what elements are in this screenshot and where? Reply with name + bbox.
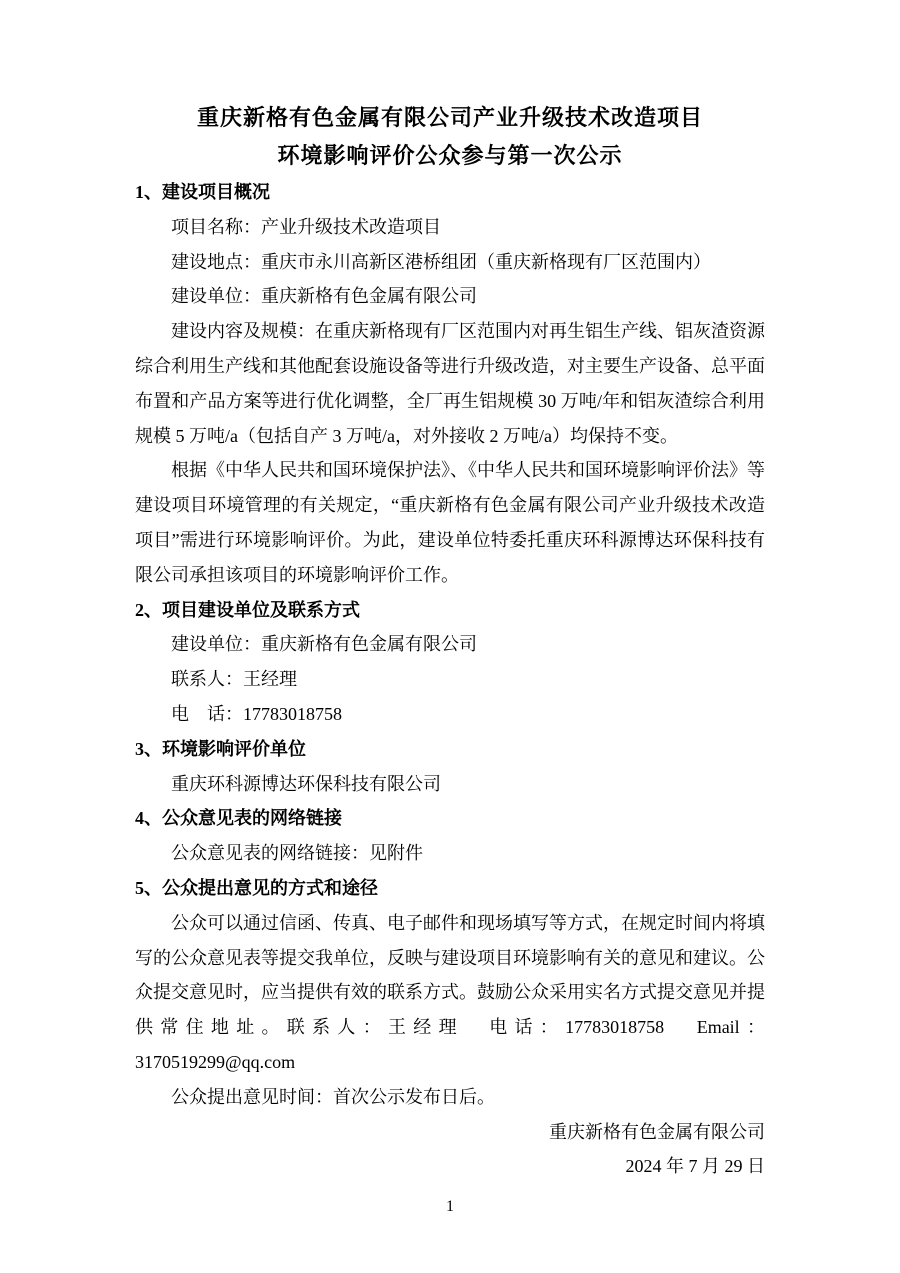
section-4-heading: 4、公众意见表的网络链接 <box>135 808 342 829</box>
section-1-heading: 1、建设项目概况 <box>135 182 270 202</box>
construction-site-line: 建设地点：重庆市永川高新区港桥组团（重庆新格现有厂区范围内） <box>171 251 711 272</box>
owner-unit-line: 建设单位：重庆新格有色金属有限公司 <box>171 634 477 655</box>
comment-methods-paragraph: 公众可以通过信函、传真、电子邮件和现场填写等方式，在规定时间内将填写的公众意见表等提交我单位，反映与建设项目环境影响有关的意见和建议。公众提交意见时，应当提供有效的联系方式。鼓励公众采用实名方式提交意见并提供常住地址。联系人：王经理 电话：17783018758 Email：3170519299@qq.com <box>135 912 765 1072</box>
signature-date: 2024 年 7 月 29 日 <box>625 1156 765 1177</box>
phone-number-line: 电 话：17783018758 <box>171 703 342 724</box>
construction-content-paragraph: 建设内容及规模：在重庆新格现有厂区范围内对再生铝生产线、铝灰渣资源综合利用生产线和其他配套设施设备等进行升级改造，对主要生产设备、总平面布置和产品方案等进行优化调整，全厂再生铝规模 30 万吨/年和铝灰渣综合利用规模 5 万吨/a（包括自产 3 万吨/a，对外接收 2 万吨/a）均保持不变。 <box>135 321 765 446</box>
section-5-heading: 5、公众提出意见的方式和途径 <box>135 877 378 898</box>
section-2-heading: 2、项目建设单位及联系方式 <box>135 599 360 620</box>
document-title-line-2: 环境影响评价公众参与第一次公示 <box>277 143 623 168</box>
contact-person-line: 联系人：王经理 <box>171 669 297 690</box>
project-name-line: 项目名称：产业升级技术改造项目 <box>171 216 441 237</box>
eia-legal-basis-paragraph: 根据《中华人民共和国环境保护法》、《中华人民共和国环境影响评价法》等建设项目环境管理的有关规定，“重庆新格有色金属有限公司产业升级技术改造项目”需进行环境影响评价。为此，建设单位特委托重庆环科源博达环保科技有限公司承担该项目的环境影响评价工作。 <box>135 460 765 585</box>
section-3-heading: 3、环境影响评价单位 <box>135 738 306 759</box>
signature-company: 重庆新格有色金属有限公司 <box>549 1121 765 1142</box>
construction-unit-line: 建设单位：重庆新格有色金属有限公司 <box>171 286 477 307</box>
comment-time-paragraph: 公众提出意见时间：首次公示发布日后。 <box>171 1086 495 1107</box>
document-title-line-1: 重庆新格有色金属有限公司产业升级技术改造项目 <box>196 105 703 130</box>
eia-agency-line: 重庆环科源博达环保科技有限公司 <box>171 773 441 794</box>
page-number: 1 <box>446 1198 454 1216</box>
feedback-form-link-line: 公众意见表的网络链接：见附件 <box>171 843 423 864</box>
